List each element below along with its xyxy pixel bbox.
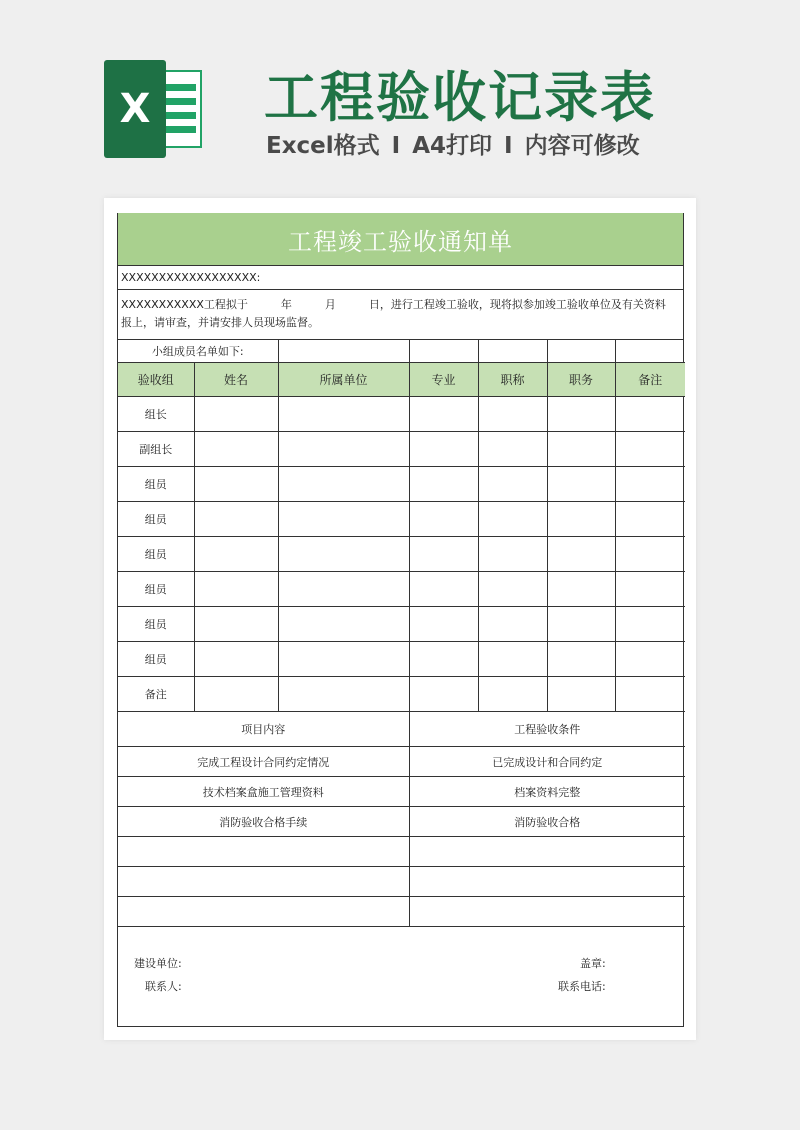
subtitle-separator: I (391, 133, 401, 159)
table-row (118, 897, 685, 927)
items-header-left: 项目内容 (118, 712, 409, 747)
signature-footer (118, 927, 683, 1018)
items-header-row (118, 712, 685, 747)
row-label: 组长 (118, 397, 194, 432)
table-cell (547, 572, 615, 607)
table-cell (478, 537, 547, 572)
table-cell (478, 502, 547, 537)
item-content (118, 867, 409, 897)
column-header-row (118, 363, 685, 397)
table-cell (615, 397, 685, 432)
table-cell (194, 502, 278, 537)
table-cell (478, 642, 547, 677)
form-title: 工程竣工验收通知单 (118, 213, 683, 266)
table-row (118, 642, 685, 677)
subtitle-print: A4打印 (412, 133, 493, 159)
table-row (118, 432, 685, 467)
excel-logo-icon (104, 60, 204, 158)
item-condition: 档案资料完整 (409, 777, 685, 807)
builder-label: 建设单位: (134, 957, 182, 970)
row-label: 副组长 (118, 432, 194, 467)
table-cell (478, 467, 547, 502)
item-condition: 已完成设计和合同约定 (409, 747, 685, 777)
table-cell (409, 340, 478, 363)
column-header: 验收组 (118, 363, 194, 397)
table-cell (278, 397, 409, 432)
table-cell (547, 537, 615, 572)
table-cell (547, 340, 615, 363)
table-cell (409, 502, 478, 537)
page-title: 工程验收记录表 (264, 66, 656, 129)
table-cell (615, 502, 685, 537)
table-cell (409, 642, 478, 677)
table-cell (278, 467, 409, 502)
table-cell (194, 642, 278, 677)
table-cell (194, 467, 278, 502)
table-cell (278, 340, 409, 363)
table-cell (547, 677, 615, 712)
item-condition: 消防验收合格 (409, 807, 685, 837)
table-row (118, 537, 685, 572)
table-cell (194, 572, 278, 607)
table-cell (547, 432, 615, 467)
table-cell (547, 642, 615, 677)
table-cell (278, 572, 409, 607)
item-content: 消防验收合格手续 (118, 807, 409, 837)
table-cell (478, 432, 547, 467)
table-cell (615, 432, 685, 467)
subtitle (266, 127, 640, 160)
table-row (118, 747, 685, 777)
table-cell (278, 537, 409, 572)
table-cell (615, 467, 685, 502)
notice-text: XXXXXXXXXXX工程拟于 年 月 日，进行工程竣工验收，现将拟参加竣工验收单位及有关资料报上，请审查，并请安排人员现场监督。 (118, 290, 683, 340)
table-row (118, 572, 685, 607)
table-row (118, 777, 685, 807)
member-table (118, 340, 685, 712)
table-cell (615, 340, 685, 363)
table-row (118, 502, 685, 537)
table-cell (615, 572, 685, 607)
table-cell (478, 677, 547, 712)
table-row (118, 807, 685, 837)
table-cell (478, 572, 547, 607)
column-header: 职称 (478, 363, 547, 397)
row-label: 组员 (118, 537, 194, 572)
table-cell (409, 607, 478, 642)
subtitle-editable: 内容可修改 (524, 133, 640, 159)
table-row (118, 837, 685, 867)
table-cell (409, 572, 478, 607)
item-content (118, 897, 409, 927)
table-cell (278, 432, 409, 467)
column-header: 姓名 (194, 363, 278, 397)
item-content: 完成工程设计合同约定情况 (118, 747, 409, 777)
subtitle-format: Excel格式 (266, 133, 380, 159)
table-cell (409, 432, 478, 467)
table-cell (478, 397, 547, 432)
table-cell (278, 607, 409, 642)
table-cell (547, 502, 615, 537)
table-cell (615, 537, 685, 572)
seal-label: 盖章: (580, 957, 606, 970)
items-header-right: 工程验收条件 (409, 712, 685, 747)
column-header: 职务 (547, 363, 615, 397)
paper-sheet (104, 198, 696, 1040)
table-cell (547, 467, 615, 502)
table-cell (409, 467, 478, 502)
table-cell (409, 397, 478, 432)
table-cell (278, 502, 409, 537)
table-cell (547, 607, 615, 642)
members-label-row (118, 340, 685, 363)
table-cell (194, 397, 278, 432)
row-label: 备注 (118, 677, 194, 712)
column-header: 专业 (409, 363, 478, 397)
table-cell (478, 340, 547, 363)
item-condition (409, 897, 685, 927)
acceptance-form (117, 213, 684, 1027)
table-cell (194, 537, 278, 572)
acceptance-items-table (118, 712, 685, 927)
phone-label: 联系电话: (558, 980, 606, 993)
table-row (118, 677, 685, 712)
row-label: 组员 (118, 642, 194, 677)
contact-label: 联系人: (145, 980, 182, 993)
table-row (118, 467, 685, 502)
table-cell (194, 677, 278, 712)
column-header: 备注 (615, 363, 685, 397)
subtitle-separator: I (504, 133, 513, 159)
table-cell (278, 642, 409, 677)
table-cell (194, 607, 278, 642)
table-cell (615, 677, 685, 712)
table-cell (615, 642, 685, 677)
table-cell (194, 432, 278, 467)
item-content (118, 837, 409, 867)
row-label: 组员 (118, 502, 194, 537)
members-label: 小组成员名单如下: (118, 340, 278, 363)
row-label: 组员 (118, 467, 194, 502)
addressee-line: XXXXXXXXXXXXXXXXXX: (118, 266, 683, 290)
table-cell (278, 677, 409, 712)
item-condition (409, 837, 685, 867)
table-cell (615, 607, 685, 642)
row-label: 组员 (118, 607, 194, 642)
table-row (118, 867, 685, 897)
item-condition (409, 867, 685, 897)
item-content: 技术档案盒施工管理资料 (118, 777, 409, 807)
table-cell (409, 537, 478, 572)
table-row (118, 397, 685, 432)
logo-letter: X (104, 60, 166, 158)
table-cell (409, 677, 478, 712)
row-label: 组员 (118, 572, 194, 607)
table-cell (478, 607, 547, 642)
column-header: 所属单位 (278, 363, 409, 397)
table-row (118, 607, 685, 642)
table-cell (547, 397, 615, 432)
